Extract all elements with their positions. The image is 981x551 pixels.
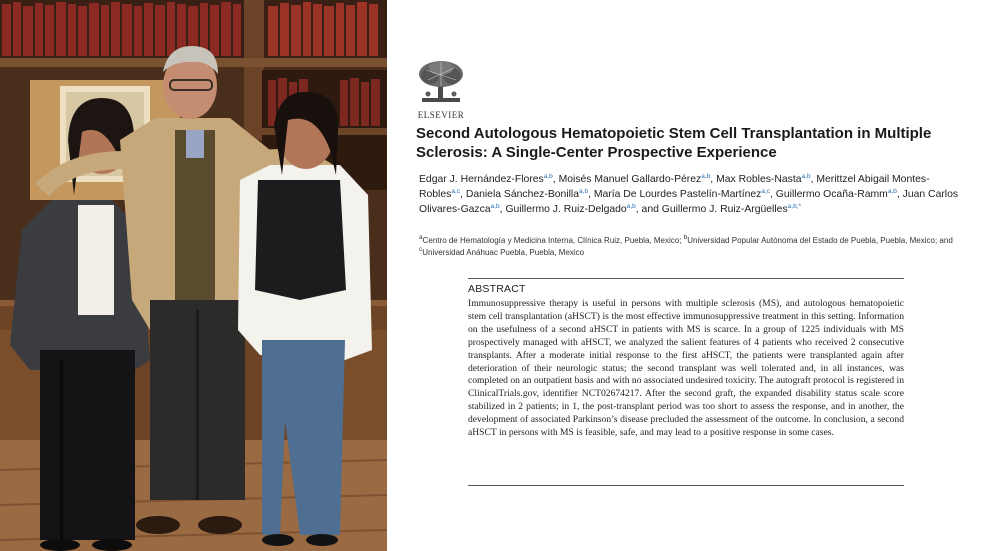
publisher-logo xyxy=(416,60,466,120)
author-name: Guillermo Ocaña-Ramm xyxy=(775,189,888,200)
author-affiliation-marker: a,b xyxy=(801,173,811,180)
affiliation-marker: b xyxy=(683,234,688,241)
author-name: Juan Carlos Olivares-Gazca xyxy=(419,189,959,215)
affiliation-text: Centro de Hematología y Medicina Interna, Clínica Ruiz, Puebla, Mexico; xyxy=(422,236,684,245)
author-affiliation-marker: a,b xyxy=(626,203,636,210)
affiliation-text: Universidad Anáhuac Puebla, Puebla, Mexico xyxy=(422,247,585,257)
author-name: Guillermo J. Ruiz-Delgado xyxy=(505,204,627,215)
author-list: Edgar J. Hernández-Flores$^{a,b}$, Moisés Manuel Gallardo-Pérez$^{a,b}$, Max Robles-Nasta$^{a,b}$, Merittzel Abigail Montes-Robles$^{a,c}$, Daniela Sánchez-Bonilla$^{a,b}$, María De Lourdes Pastelín-Martínez$^{a,c}$, Guillermo Ocaña-Ramm$^{a,b}$, Juan Carlos Olivares-Gazca$^{a,b}$, Guillermo J. Ruiz-Delgado$^{a,b}$, and Guillermo J. Ruiz-Argüelles$^{a,b,*}$ xyxy=(419,173,959,215)
affiliations xyxy=(419,235,967,258)
abstract-heading: ABSTRACT xyxy=(468,283,526,295)
author-name: Max Robles-Nasta xyxy=(716,174,802,185)
group-photo xyxy=(0,0,387,551)
author-affiliation-marker: a,b xyxy=(887,188,897,195)
author-name: Edgar J. Hernández-Flores xyxy=(419,174,544,185)
author-affiliation-marker: a,c xyxy=(451,188,461,195)
author-name: Merittzel Abigail Montes-Robles xyxy=(419,174,930,200)
author-affiliation-marker: a,b xyxy=(543,173,553,180)
article-title: Second Autologous Hematopoietic Stem Cell Transplantation in Multiple Sclerosis: A Single-Center Prospective Experience xyxy=(416,125,932,161)
publisher-name: ELSEVIER xyxy=(417,110,465,120)
author-name: María De Lourdes Pastelín-Martínez xyxy=(593,189,762,200)
affiliation-text: Universidad Popular Autónoma del Estado de Puebla, Puebla, Mexico; and xyxy=(687,236,953,245)
author-affiliation-marker: a,b xyxy=(579,188,589,195)
author-affiliation-marker: a,b xyxy=(490,203,500,210)
author-name: Daniela Sánchez-Bonilla xyxy=(465,189,580,200)
article-page xyxy=(388,0,981,551)
abstract-text: Immunosuppressive therapy is useful in persons with multiple sclerosis (MS), and autologous hematopoietic stem cell transplantation (aHSCT) is the most effective immunosuppressive treatment in this setting. Information on the usefulness of a second aHSCT in patients with MS is scarce. In a group of 1225 individuals with MS prospectively managed with aHSCT, we analyzed the salient features of 4 patients who received 2 consecutive transplants. After a moderate initial response to the first aHSCT, the patients were transplanted again after deterioration of their neurologic status; the second transplant was well tolerated and, in all instances, was completed on an outpatient basis and with no associated undesired toxicity. The autograft protocol is registered in ClinicalTrials.gov, identifier NCT02674217. After the second graft, the expanded disability status scale score stabilized in 2 patients; in 1, the post-transplant period was too short to assess the response, and in another, the development of associated Parkinson’s disease precluded the assessment of the outcome. In conclusion, a second aHSCT in persons with MS is feasible, safe, and may lead to a positive response in some cases. xyxy=(468,298,904,439)
affiliation-marker: c xyxy=(419,245,423,253)
author-name: Guillermo J. Ruiz-Argüelles xyxy=(661,204,788,215)
abstract-top-rule xyxy=(468,278,904,279)
author-affiliation-marker: a,c xyxy=(761,188,771,195)
author-affiliation-marker: a,b,* xyxy=(787,203,802,210)
elsevier-tree-logo-icon xyxy=(416,60,466,104)
author-name: Moisés Manuel Gallardo-Pérez xyxy=(558,174,702,185)
affiliation-marker: a xyxy=(419,234,423,241)
abstract-bottom-rule xyxy=(468,485,904,486)
author-affiliation-marker: a,b xyxy=(701,173,711,180)
